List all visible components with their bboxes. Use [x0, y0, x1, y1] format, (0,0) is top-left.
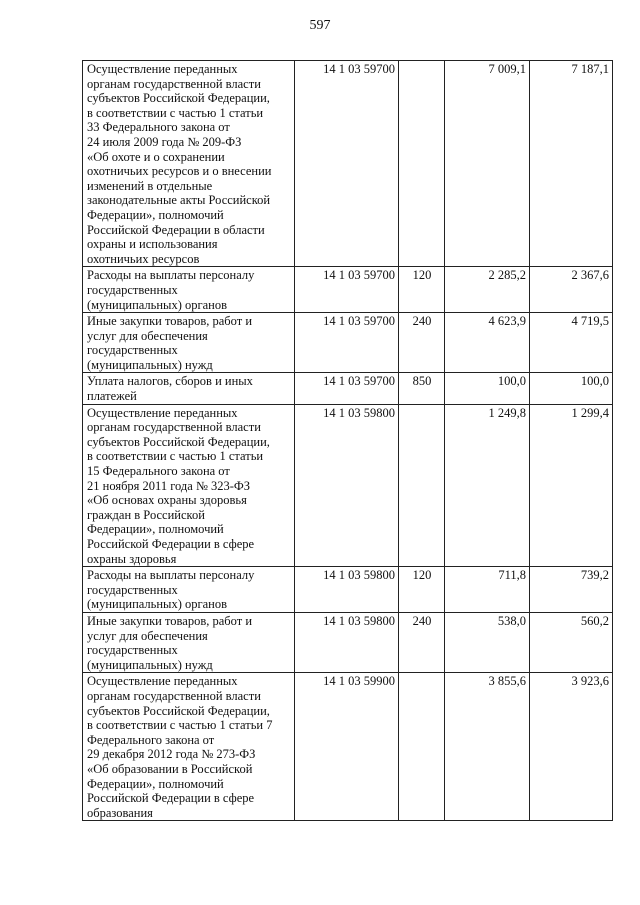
table-row — [83, 567, 613, 613]
row-code: 14 1 03 59800 — [295, 612, 399, 672]
row-code: 14 1 03 59800 — [295, 404, 399, 567]
row-value-1: 4 623,9 — [445, 313, 530, 373]
table-row — [83, 673, 613, 821]
row-type: 240 — [399, 313, 445, 373]
row-value-2: 739,2 — [530, 567, 613, 613]
row-name: Осуществление переданных органам государственной власти субъектов Российской Федерации, в соответствии с частью 1 статьи 15 Федерального закона от 21 ноября 2011 года № 323-ФЗ «Об основах охраны здоровья граждан в Российской Федерации», полномочий Российской Федерации в сфере охраны здоровья — [83, 404, 295, 567]
row-code: 14 1 03 59900 — [295, 673, 399, 821]
row-value-2: 3 923,6 — [530, 673, 613, 821]
row-code: 14 1 03 59700 — [295, 267, 399, 313]
row-name: Расходы на выплаты персоналу государственных (муниципальных) органов — [83, 567, 295, 613]
row-name: Расходы на выплаты персоналу государственных (муниципальных) органов — [83, 267, 295, 313]
row-type — [399, 61, 445, 267]
row-value-1: 538,0 — [445, 612, 530, 672]
row-value-2: 4 719,5 — [530, 313, 613, 373]
row-value-1: 3 855,6 — [445, 673, 530, 821]
row-code: 14 1 03 59700 — [295, 373, 399, 404]
row-type — [399, 673, 445, 821]
row-type: 240 — [399, 612, 445, 672]
table-row — [83, 267, 613, 313]
row-type: 120 — [399, 267, 445, 313]
row-value-2: 1 299,4 — [530, 404, 613, 567]
row-code: 14 1 03 59700 — [295, 61, 399, 267]
budget-table — [82, 60, 613, 821]
row-value-1: 2 285,2 — [445, 267, 530, 313]
table-row — [83, 61, 613, 267]
row-name: Уплата налогов, сборов и иных платежей — [83, 373, 295, 404]
row-type — [399, 404, 445, 567]
row-value-1: 7 009,1 — [445, 61, 530, 267]
row-value-2: 100,0 — [530, 373, 613, 404]
page-number: 597 — [309, 18, 331, 33]
row-value-1: 1 249,8 — [445, 404, 530, 567]
row-value-1: 711,8 — [445, 567, 530, 613]
row-value-2: 2 367,6 — [530, 267, 613, 313]
row-name: Иные закупки товаров, работ и услуг для обеспечения государственных (муниципальных) нужд — [83, 313, 295, 373]
row-code: 14 1 03 59700 — [295, 313, 399, 373]
row-value-1: 100,0 — [445, 373, 530, 404]
table-row — [83, 373, 613, 404]
row-name: Осуществление переданных органам государственной власти субъектов Российской Федерации, в соответствии с частью 1 статьи 33 Федерального закона от 24 июля 2009 года № 209-ФЗ «Об охоте и о сохранении охотничьих ресурсов и о внесении изменений в отдельные законодательные акты Российской Федерации», полномочий Российской Федерации в области охраны и использования охотничьих ресурсов — [83, 61, 295, 267]
row-code: 14 1 03 59800 — [295, 567, 399, 613]
table-row — [83, 313, 613, 373]
table-row — [83, 612, 613, 672]
row-name: Иные закупки товаров, работ и услуг для обеспечения государственных (муниципальных) нужд — [83, 612, 295, 672]
table-row — [83, 404, 613, 567]
row-type: 120 — [399, 567, 445, 613]
row-name: Осуществление переданных органам государственной власти субъектов Российской Федерации, в соответствии с частью 1 статьи 7 Федерального закона от 29 декабря 2012 года № 273-ФЗ «Об образовании в Российской Федерации», полномочий Российской Федерации в сфере образования — [83, 673, 295, 821]
row-type: 850 — [399, 373, 445, 404]
row-value-2: 7 187,1 — [530, 61, 613, 267]
row-value-2: 560,2 — [530, 612, 613, 672]
